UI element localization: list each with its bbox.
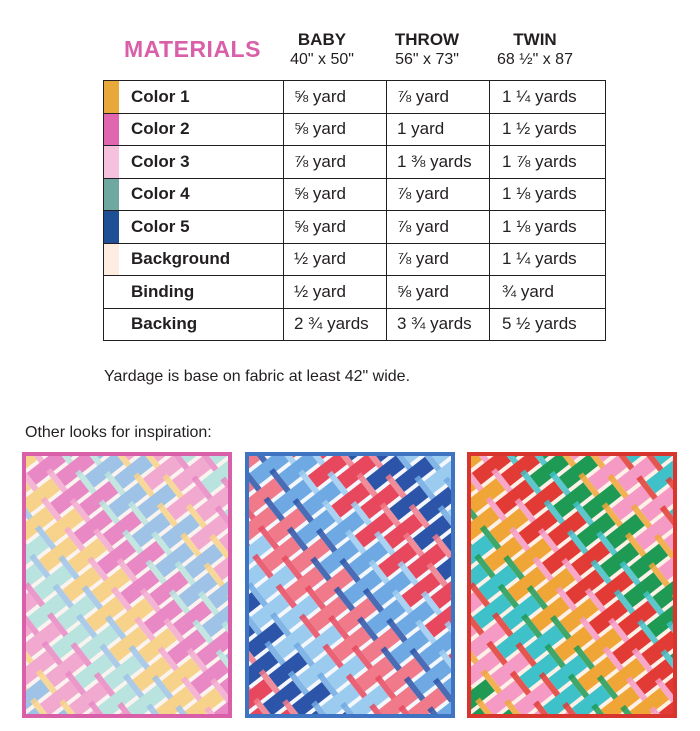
material-row <box>104 276 606 309</box>
throw-yardage: ⅞ yard <box>387 178 490 211</box>
color-swatch <box>104 146 120 179</box>
throw-yardage: 1 ⅜ yards <box>387 146 490 179</box>
col-name-twin: TWIN <box>513 30 557 49</box>
col-name-baby: BABY <box>297 30 347 49</box>
twin-yardage: 1 ⅛ yards <box>490 211 606 244</box>
col-head-baby <box>267 30 377 70</box>
inspiration-heading: Other looks for inspiration: <box>25 424 212 441</box>
material-label: Background <box>119 243 284 276</box>
twin-yardage: 1 ⅞ yards <box>490 146 606 179</box>
color-swatch <box>104 113 120 146</box>
baby-yardage: ⅝ yard <box>284 113 387 146</box>
color-swatch <box>104 178 120 211</box>
color-swatch <box>104 211 120 244</box>
material-label: Color 1 <box>119 81 284 114</box>
col-size-baby: 40" x 50" <box>290 51 354 68</box>
baby-yardage: ⅞ yard <box>284 146 387 179</box>
twin-yardage: 1 ⅛ yards <box>490 178 606 211</box>
quilt-image-3 <box>467 452 677 718</box>
twin-yardage: ¾ yard <box>490 276 606 309</box>
col-head-throw <box>372 30 482 70</box>
throw-yardage: 1 yard <box>387 113 490 146</box>
twin-yardage: 5 ½ yards <box>490 308 606 341</box>
material-row <box>104 211 606 244</box>
throw-yardage: ⅞ yard <box>387 211 490 244</box>
twin-yardage: 1 ½ yards <box>490 113 606 146</box>
material-label: Color 5 <box>119 211 284 244</box>
throw-yardage: ⅞ yard <box>387 81 490 114</box>
baby-yardage: 2 ¾ yards <box>284 308 387 341</box>
col-size-twin: 68 ½" x 87 <box>497 51 573 68</box>
quilt-image-1 <box>22 452 232 718</box>
material-row <box>104 81 606 114</box>
baby-yardage: ⅝ yard <box>284 178 387 211</box>
materials-table <box>103 80 606 341</box>
material-row <box>104 243 606 276</box>
color-swatch <box>104 276 120 309</box>
color-swatch <box>104 308 120 341</box>
baby-yardage: ⅝ yard <box>284 211 387 244</box>
material-label: Color 2 <box>119 113 284 146</box>
yardage-note: Yardage is base on fabric at least 42" wide. <box>104 368 411 385</box>
color-swatch <box>104 81 120 114</box>
quilt-image-2 <box>245 452 455 718</box>
material-label: Binding <box>119 276 284 309</box>
materials-title: MATERIALS <box>124 36 261 62</box>
throw-yardage: ⅝ yard <box>387 276 490 309</box>
material-label: Color 4 <box>119 178 284 211</box>
material-row <box>104 113 606 146</box>
baby-yardage: ½ yard <box>284 243 387 276</box>
baby-yardage: ½ yard <box>284 276 387 309</box>
throw-yardage: ⅞ yard <box>387 243 490 276</box>
material-row <box>104 178 606 211</box>
baby-yardage: ⅝ yard <box>284 81 387 114</box>
throw-yardage: 3 ¾ yards <box>387 308 490 341</box>
material-label: Color 3 <box>119 146 284 179</box>
material-row <box>104 308 606 341</box>
material-row <box>104 146 606 179</box>
col-size-throw: 56" x 73" <box>395 51 459 68</box>
col-name-throw: THROW <box>394 30 460 49</box>
twin-yardage: 1 ¼ yards <box>490 243 606 276</box>
twin-yardage: 1 ¼ yards <box>490 81 606 114</box>
color-swatch <box>104 243 120 276</box>
material-label: Backing <box>119 308 284 341</box>
col-head-twin <box>480 30 590 70</box>
